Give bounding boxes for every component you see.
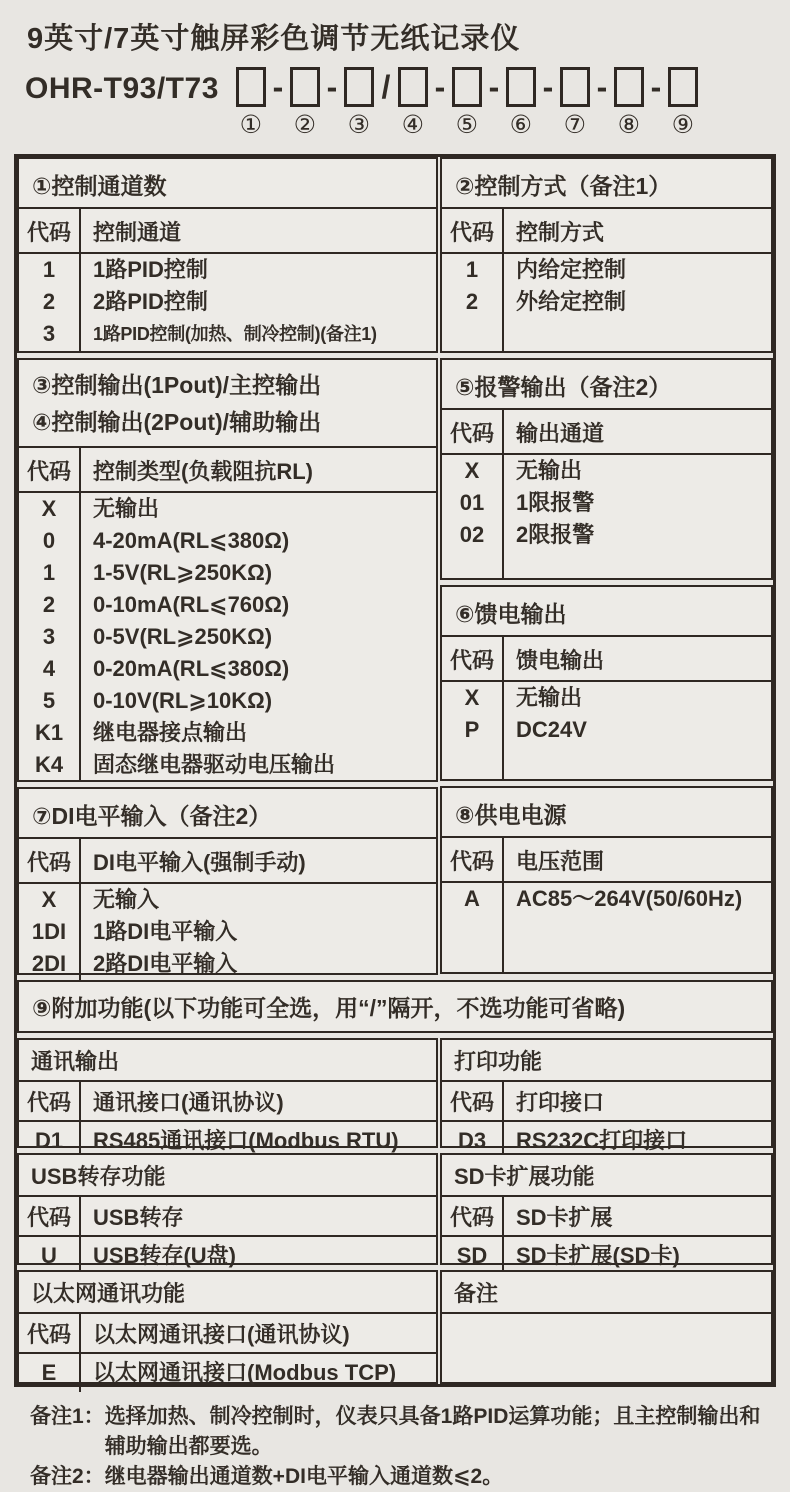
desc-column-header: 馈电输出: [516, 648, 605, 673]
right-column: [440, 157, 773, 975]
code-column-header: 代码: [442, 637, 504, 680]
code-cell: 01: [459, 490, 485, 515]
lower-grid: [17, 1038, 773, 1384]
desc-cell: 4-20mA(RL⩽380Ω): [93, 528, 290, 553]
additional-functions-banner: ⑨附加功能(以下功能可全选，用“/”隔开，不选功能可省略): [17, 980, 773, 1033]
code-cell: 1: [42, 560, 56, 585]
desc-cell: 无输出: [93, 496, 160, 521]
position-number: ⑤: [455, 111, 479, 139]
section-body: [19, 1354, 436, 1392]
desc-cell: 1路PID控制(加热、制冷控制)(备注1): [93, 324, 377, 344]
code-cell: P: [464, 717, 480, 742]
desc-cell: 无输出: [516, 685, 583, 710]
section-title: ⑥馈电输出: [442, 587, 771, 637]
selection-table: [14, 154, 776, 1387]
column-header-row: [19, 209, 436, 254]
upper-grid: [17, 157, 773, 975]
model-code-slot: [231, 67, 271, 138]
desc-column: [504, 682, 771, 779]
section-title: 打印功能: [442, 1040, 771, 1082]
desc-column: [504, 883, 771, 972]
column-header-row: [442, 838, 771, 883]
left-column-lower: [17, 1038, 438, 1384]
model-code-box: [236, 67, 266, 107]
section-title: USB转存功能: [19, 1155, 436, 1197]
desc-cell: 1路DI电平输入: [93, 919, 238, 944]
code-cell: 02: [459, 522, 485, 547]
code-column-header: 代码: [442, 1197, 504, 1235]
desc-cell: AC85～264V(50/60Hz): [516, 886, 743, 911]
desc-cell: 2路PID控制: [93, 289, 208, 314]
section-body: [442, 455, 771, 578]
desc-cell: 以太网通讯接口(Modbus TCP): [93, 1360, 397, 1385]
position-number: ⑧: [617, 111, 641, 139]
section-feed-power-output: [440, 585, 773, 781]
code-cell: K1: [34, 720, 64, 745]
section-body: [19, 884, 436, 980]
section-title: ⑧供电电源: [442, 788, 771, 838]
position-number: ②: [293, 111, 317, 139]
desc-column: [504, 254, 771, 351]
code-cell: K4: [34, 752, 64, 777]
desc-cell: 0-20mA(RL⩽380Ω): [93, 656, 290, 681]
desc-column-header: 控制类型(负载阻抗RL): [93, 459, 313, 484]
code-column: [442, 455, 504, 578]
position-number: ①: [239, 111, 263, 139]
model-code-box: [290, 67, 320, 107]
model-prefix: OHR-T93/T73: [25, 72, 219, 105]
section-title: ②控制方式（备注1）: [442, 159, 771, 209]
section-title: ①控制通道数: [19, 159, 436, 209]
column-header-row: [19, 1314, 436, 1354]
desc-column-header: 以太网通讯接口(通讯协议): [93, 1322, 350, 1347]
code-column-header: 代码: [19, 1314, 81, 1352]
desc-column-header: DI电平输入(强制手动): [93, 850, 306, 875]
section-ethernet-communication: [17, 1270, 438, 1384]
code-cell: D1: [34, 1128, 64, 1153]
desc-cell: USB转存(U盘): [93, 1243, 236, 1268]
code-cell: X: [41, 887, 57, 912]
right-column-lower: [440, 1038, 773, 1384]
desc-cell: RS485通讯接口(Modbus RTU): [93, 1128, 399, 1153]
code-cell: 5: [42, 688, 56, 713]
footnote-label: 备注2：: [30, 1465, 105, 1488]
section-body: [19, 254, 436, 351]
desc-cell: 外给定控制: [516, 289, 627, 314]
column-header-row: [442, 1082, 771, 1122]
desc-column: [81, 493, 436, 781]
section-body: [19, 493, 436, 781]
code-separator: -: [650, 69, 662, 105]
footnote-text: 继电器输出通道数+DI电平输入通道数⩽2。: [104, 1465, 504, 1488]
position-number: ⑦: [563, 111, 587, 139]
section-communication-output: [17, 1038, 438, 1153]
section-print-function: [440, 1038, 773, 1153]
desc-column: [81, 254, 436, 351]
desc-cell: 0-5V(RL⩾250KΩ): [93, 624, 273, 649]
code-column: [442, 254, 504, 351]
section-title-line1: ③控制输出(1Pout)/主控输出: [32, 372, 322, 398]
code-cell: 1DI: [31, 919, 67, 944]
model-code-slot: [339, 67, 379, 138]
code-cell: 2: [465, 289, 479, 314]
desc-column-header: 打印接口: [516, 1090, 605, 1115]
code-column-header: 代码: [19, 839, 81, 882]
column-header-row: [442, 209, 771, 254]
code-column: [19, 254, 81, 351]
code-column-header: 代码: [19, 209, 81, 252]
code-cell: 0: [42, 528, 56, 553]
model-code-slot: [285, 67, 325, 138]
code-cell: 2: [42, 592, 56, 617]
footnotes: [30, 1402, 766, 1492]
code-separator: -: [434, 69, 446, 105]
model-code-slot: [555, 67, 595, 138]
code-column-header: 代码: [19, 1082, 81, 1120]
code-cell: X: [464, 458, 480, 483]
footnote-1: [30, 1402, 766, 1462]
model-code-box: [614, 67, 644, 107]
desc-column-header: 通讯接口(通讯协议): [93, 1090, 284, 1115]
section-body: [442, 883, 771, 972]
code-separator: -: [272, 69, 284, 105]
desc-cell: 固态继电器驱动电压输出: [93, 752, 336, 777]
model-code-box: [452, 67, 482, 107]
code-column-header: 代码: [442, 838, 504, 881]
section-title-line2: ④控制输出(2Pout)/辅助输出: [32, 409, 322, 435]
code-separator: /: [381, 69, 391, 105]
model-code-slot: [447, 67, 487, 138]
footnote-text: 选择加热、制冷控制时，仪表只具备1路PID运算功能；且主控制输出和辅助输出都要选。: [104, 1405, 761, 1458]
section-sd-card-expansion: [440, 1153, 773, 1268]
column-header-row: [442, 1197, 771, 1237]
section-title: SD卡扩展功能: [442, 1155, 771, 1197]
code-cell: 2DI: [31, 951, 67, 976]
code-cell: 3: [42, 624, 56, 649]
section-body-empty: [442, 1314, 771, 1382]
section-remark: [440, 1270, 773, 1384]
desc-column-header: 电压范围: [516, 849, 605, 874]
footnote-label: 备注1：: [30, 1405, 105, 1428]
code-column: [19, 1354, 81, 1392]
code-separator: -: [326, 69, 338, 105]
desc-cell: 继电器接点输出: [93, 720, 248, 745]
model-code-box: [506, 67, 536, 107]
code-cell: 2: [42, 289, 56, 314]
code-cell: 1: [42, 257, 56, 282]
model-code-row: [25, 67, 790, 138]
code-column-header: 代码: [19, 1197, 81, 1235]
desc-cell: DC24V: [516, 717, 587, 742]
code-separator: -: [542, 69, 554, 105]
desc-cell: 2限报警: [516, 522, 595, 547]
desc-column-header: 输出通道: [516, 421, 605, 446]
code-column: [442, 883, 504, 972]
section-control-mode: [440, 157, 773, 353]
desc-column-header: 控制通道: [93, 220, 182, 245]
column-header-row: [19, 839, 436, 884]
column-header-row: [442, 410, 771, 455]
position-number: ⑨: [671, 111, 695, 139]
section-alarm-output: [440, 358, 773, 580]
desc-column-header: USB转存: [93, 1205, 184, 1230]
section-title: ⑦DI电平输入（备注2）: [19, 789, 436, 839]
footnote-2: [30, 1462, 766, 1492]
model-code-box: [560, 67, 590, 107]
code-separator: -: [488, 69, 500, 105]
code-column-header: 代码: [442, 1082, 504, 1120]
desc-cell: 1路PID控制: [93, 257, 208, 282]
section-title: 通讯输出: [19, 1040, 436, 1082]
column-header-row: [19, 448, 436, 493]
section-di-level-input: [17, 787, 438, 975]
code-cell: D3: [457, 1128, 487, 1153]
section-body: [442, 254, 771, 351]
desc-column-header: 控制方式: [516, 220, 605, 245]
desc-cell: SD卡扩展(SD卡): [516, 1243, 680, 1268]
position-number: ④: [401, 111, 425, 139]
code-cell: 4: [42, 656, 56, 681]
desc-cell: RS232C打印接口: [516, 1128, 688, 1153]
desc-cell: 无输入: [93, 887, 160, 912]
code-separator: -: [596, 69, 608, 105]
desc-cell: 1限报警: [516, 490, 595, 515]
code-cell: U: [41, 1243, 57, 1268]
code-cell: X: [41, 496, 57, 521]
desc-cell: 内给定控制: [516, 257, 627, 282]
desc-cell: 0-10V(RL⩾10KΩ): [93, 688, 273, 713]
section-body: [442, 682, 771, 779]
page-title: 9英寸/7英寸触屏彩色调节无纸记录仪: [27, 23, 521, 55]
model-code-slot: [663, 67, 703, 138]
model-code-box: [398, 67, 428, 107]
desc-column: [504, 455, 771, 578]
code-column: [19, 884, 81, 980]
model-code-box: [668, 67, 698, 107]
model-code-slot: [609, 67, 649, 138]
desc-cell: 2路DI电平输入: [93, 951, 238, 976]
desc-cell: 0-10mA(RL⩽760Ω): [93, 592, 290, 617]
code-column-header: 代码: [442, 410, 504, 453]
code-cell: 3: [42, 321, 56, 346]
section-power-supply: [440, 786, 773, 974]
code-column-header: 代码: [442, 209, 504, 252]
column-header-row: [442, 637, 771, 682]
model-code-box: [344, 67, 374, 107]
model-code-slot: [501, 67, 541, 138]
section-control-output: [17, 358, 438, 782]
column-header-row: [19, 1197, 436, 1237]
section-title: 备注: [442, 1272, 771, 1314]
section-title: ⑤报警输出（备注2）: [442, 360, 771, 410]
model-code-slot: [393, 67, 433, 138]
desc-column-header: SD卡扩展: [516, 1205, 613, 1230]
code-column: [442, 682, 504, 779]
desc-column: [81, 1354, 436, 1392]
section-control-channel-count: [17, 157, 438, 353]
section-title: 以太网通讯功能: [19, 1272, 436, 1314]
code-column-header: 代码: [19, 448, 81, 491]
code-cell: SD: [456, 1243, 488, 1268]
position-number: ③: [347, 111, 371, 139]
code-cell: X: [464, 685, 480, 710]
section-title: [19, 360, 436, 448]
left-column: [17, 157, 438, 975]
desc-cell: 1-5V(RL⩾250KΩ): [93, 560, 273, 585]
code-cell: 1: [465, 257, 479, 282]
section-usb-transfer: [17, 1153, 438, 1268]
desc-column: [81, 884, 436, 980]
column-header-row: [19, 1082, 436, 1122]
position-number: ⑥: [509, 111, 533, 139]
code-column: [19, 493, 81, 781]
desc-cell: 无输出: [516, 458, 583, 483]
code-cell: A: [464, 886, 480, 911]
code-cell: E: [41, 1360, 57, 1385]
